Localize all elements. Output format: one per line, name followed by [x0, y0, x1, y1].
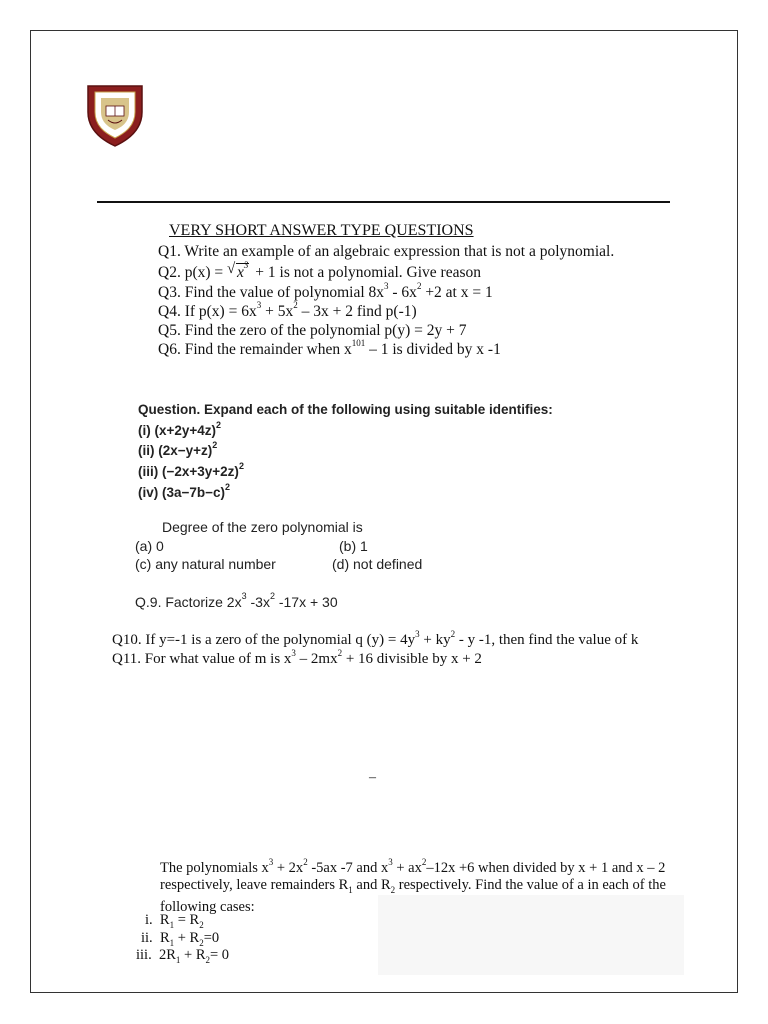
- square-root-expression: √ $x^3$: [227, 260, 249, 281]
- question-9: Q.9. Factorize $2x^3$ $-3x^2$ -17x + 30: [135, 591, 338, 610]
- page-frame: [30, 30, 738, 993]
- header-rule: [97, 201, 670, 203]
- question-2: [158, 260, 481, 282]
- expand-heading: Question. Expand each of the following using suitable identifies:: [138, 402, 553, 417]
- mcq-question: Degree of the zero polynomial is: [162, 519, 363, 535]
- mcq-option-a: (a) 0: [135, 538, 164, 554]
- q2-radicand: x: [237, 264, 244, 281]
- question-6: Q6. Find the remainder when $x^{101} - 1$ is divided by x -1: [158, 338, 501, 358]
- polynomial-remainder-question: The polynomials $x^3 + 2x^2$ -5ax -7 and $x^3 + ax^2-12x +6$ when divided by x + 1 and x – 2 respectively, leave remainders $R_1$ and $R_2$ respectively. Find the value of a in each of the following cases:: [160, 857, 666, 915]
- mcq-option-b: (b) 1: [339, 538, 368, 554]
- question-5: Q5. Find the zero of the polynomial p(y) = 2y + 7: [158, 322, 467, 339]
- expand-item-2: (ii) $(2x-y+z)^2$: [138, 440, 218, 458]
- question-10: Q10. If y=-1 is a zero of the polynomial q $(y) = 4y^3 + ky^2 - y$ -1, then find the value of k: [112, 629, 639, 648]
- school-crest-logo: [84, 82, 146, 148]
- q2-prefix: Q2. p(x) =: [158, 264, 228, 281]
- expand-item-4: (iv) $(3a-7b-c)^2$: [138, 482, 231, 500]
- stray-dash: –: [369, 770, 376, 785]
- q2-suffix: + 1 is not a polynomial. Give reason: [251, 264, 481, 281]
- section-title: VERY SHORT ANSWER TYPE QUESTIONS: [169, 222, 474, 239]
- question-4: Q4. If $p(x) = 6x^3 + 5x^2 - 3x + 2$ find p(-1): [158, 300, 417, 320]
- expand-item-3: (iii) $(-2x+3y+2z)^2$: [138, 461, 244, 479]
- case-i: i. $R_1 = R_2$: [145, 912, 204, 930]
- case-ii: ii. $R_1 + R_2=0$: [141, 930, 220, 948]
- mcq-option-c: (c) any natural number: [135, 556, 276, 572]
- expand-item-1: (i) $(x+2y+4z)^2$: [138, 420, 222, 438]
- question-11: Q11. For what value of m is $x^3 - 2mx^2 + 16$ divisible by x + 2: [112, 648, 482, 667]
- question-1: Q1. Write an example of an algebraic expression that is not a polynomial.: [158, 243, 615, 260]
- case-iii: iii. $2R_1 + R_2= 0$: [136, 947, 230, 965]
- q2-radicand-exponent: 3: [243, 260, 249, 270]
- mcq-option-d: (d) not defined: [332, 556, 423, 572]
- question-3: Q3. Find the value of polynomial $8x^3 - 6x^2 +2$ at x = 1: [158, 281, 493, 301]
